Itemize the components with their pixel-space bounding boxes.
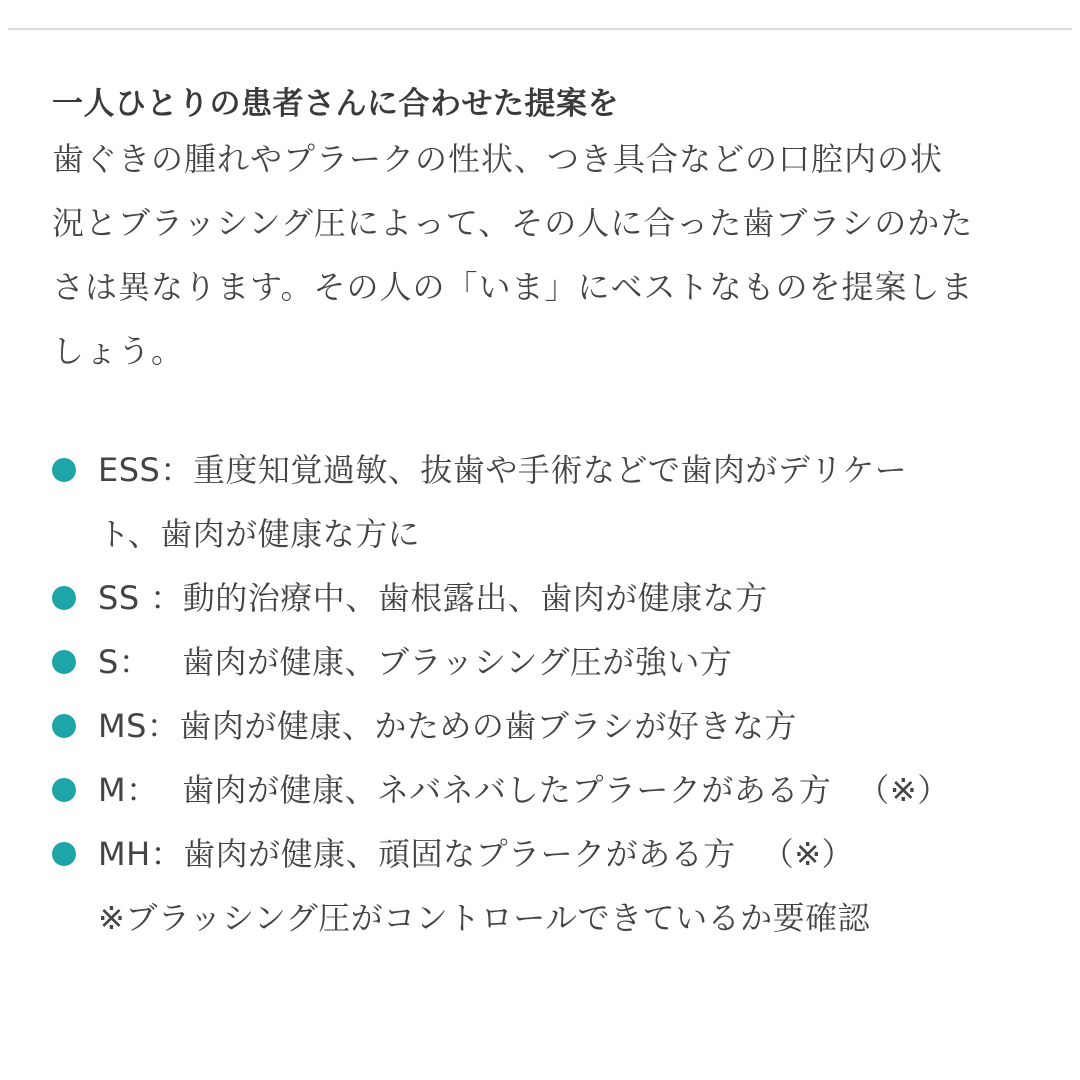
list-item-text: SS ：動的治療中、歯根露出、歯肉が健康な方 — [98, 579, 768, 617]
bullet-dot-icon — [52, 650, 76, 674]
bullet-dot-icon — [52, 714, 76, 738]
list-item-s — [48, 630, 1058, 694]
body-line: 歯ぐきの腫れやプラークの性状、つき具合などの口腔内の状 — [52, 140, 944, 178]
list-item-text — [98, 630, 1058, 694]
list-item-description: 歯肉が健康、ネバネバしたプラークがある方 — [182, 771, 832, 809]
list-item-note: （※） — [761, 835, 855, 873]
list-item-text: ESS：重度知覚過敏、抜歯や手術などで歯肉がデリケー — [98, 451, 908, 489]
list-item-term: S： — [98, 643, 152, 681]
bullet-dot-icon — [52, 458, 76, 482]
list-item-text — [98, 758, 1058, 822]
list-item-description: 歯肉が健康、ブラッシング圧が強い方 — [182, 643, 733, 681]
list-item-text: MS：歯肉が健康、かための歯ブラシが好きな方 — [98, 707, 797, 745]
list-item-ss — [48, 566, 1058, 630]
top-divider — [8, 28, 1072, 30]
bullet-dot-icon — [52, 586, 76, 610]
list-item-ess — [48, 438, 1058, 566]
footnote: ※ブラッシング圧がコントロールできているか要確認 — [98, 899, 871, 937]
list-item-m — [48, 758, 1058, 822]
body-paragraph — [52, 127, 1037, 383]
list-item-note: （※） — [857, 771, 950, 809]
list-item-mh — [48, 822, 1058, 950]
list-item-term: M： — [98, 771, 159, 809]
section-heading: 一人ひとりの患者さんに合わせた提案を — [52, 85, 619, 122]
body-line: さは異なります。その人の「いま」にベストなものを提案しま — [52, 268, 974, 306]
list-item-ms — [48, 694, 1058, 758]
hardness-list — [48, 438, 1058, 950]
body-line: しょう。 — [52, 332, 185, 370]
list-item-text — [98, 822, 1058, 886]
list-item-description: MH：歯肉が健康、頑固なプラークがある方 — [98, 835, 736, 873]
bullet-dot-icon — [52, 778, 76, 802]
list-item-text-continued: ト、歯肉が健康な方に — [98, 515, 421, 553]
body-line: 況とブラッシング圧によって、その人に合った歯ブラシのかた — [52, 204, 974, 242]
bullet-dot-icon — [52, 842, 76, 866]
